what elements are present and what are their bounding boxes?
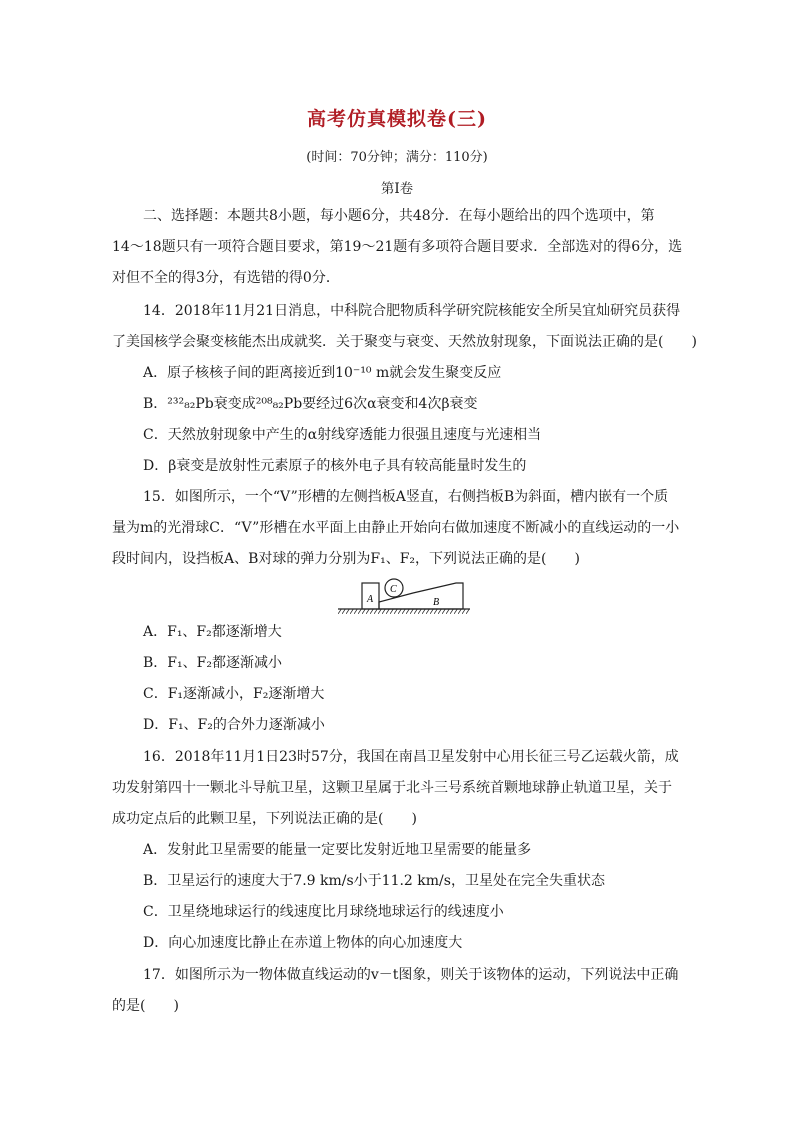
- q14-stem-line-2: 了美国核学会聚变核能杰出成就奖．关于聚变与衰变、天然放射现象，下面说法正确的是( ): [112, 334, 697, 350]
- exam-subtitle: (时间：70分钟；满分：110分): [306, 150, 488, 165]
- q15-option-b: B．F₁、F₂都逐渐减小: [143, 655, 282, 671]
- q16-option-d: D．向心加速度比静止在赤道上物体的向心加速度大: [143, 935, 463, 951]
- q15-option-d: D．F₁、F₂的合外力逐渐减小: [143, 717, 325, 733]
- section-instructions-line-1: 二、选择题：本题共8小题，每小题6分，共48分．在每小题给出的四个选项中，第: [143, 208, 655, 224]
- q14-option-b: B．²³²₈₂Pb衰变成²⁰⁸₈₂Pb要经过6次α衰变和4次β衰变: [143, 396, 478, 412]
- q15-stem-line-2: 量为m的光滑球C．“V”形槽在水平面上由静止开始向右做加速度不断减小的直线运动的一小: [112, 520, 680, 536]
- q17-stem-line-2: 的是( ): [112, 998, 179, 1014]
- section-instructions-line-2: 14～18题只有一项符合题目要求，第19～21题有多项符合题目要求．全部选对的得6分，选: [112, 239, 683, 255]
- exam-title: 高考仿真模拟卷(三): [307, 108, 487, 130]
- label-c: C: [390, 584, 397, 595]
- q16-stem-line-1: 16．2018年11月1日23时57分，我国在南昌卫星发射中心用长征三号乙运载火箭，成: [143, 749, 679, 765]
- q16-option-a: A．发射此卫星需要的能量一定要比发射近地卫星需要的能量多: [143, 842, 532, 858]
- q14-stem-line-1: 14．2018年11月21日消息，中科院合肥物质科学研究院核能安全所吴宜灿研究员获得: [143, 303, 681, 319]
- q14-option-c: C．天然放射现象中产生的α射线穿透能力很强且速度与光速相当: [143, 427, 542, 443]
- section-instructions-line-3: 对但不全的得3分，有选错的得0分．: [112, 270, 340, 286]
- label-b: B: [433, 597, 440, 608]
- q15-stem-line-3: 段时间内，设挡板A、B对球的弹力分别为F₁、F₂，下列说法正确的是( ): [112, 551, 580, 567]
- q14-option-a: A．原子核核子间的距离接近到10⁻¹⁰ m就会发生聚变反应: [143, 365, 502, 381]
- q15-option-c: C．F₁逐渐减小，F₂逐渐增大: [143, 686, 325, 702]
- label-a: A: [367, 594, 374, 605]
- q16-option-b: B．卫星运行的速度大于7.9 km/s小于11.2 km/s，卫星处在完全失重状态: [143, 873, 605, 889]
- q17-stem-line-1: 17．如图所示为一物体做直线运动的v－t图象，则关于该物体的运动，下列说法中正确: [143, 967, 679, 983]
- q15-stem-line-1: 15．如图所示，一个“V”形槽的左侧挡板A竖直，右侧挡板B为斜面，槽内嵌有一个质: [143, 489, 669, 505]
- q15-option-a: A．F₁、F₂都逐渐增大: [143, 624, 282, 640]
- q14-option-d: D．β衰变是放射性元素原子的核外电子具有较高能量时发生的: [143, 458, 527, 474]
- ground-hatch: [338, 609, 470, 614]
- q16-option-c: C．卫星绕地球运行的线速度比月球绕地球运行的线速度小: [143, 904, 504, 920]
- q16-stem-line-2: 功发射第四十一颗北斗导航卫星，这颗卫星属于北斗三号系统首颗地球静止轨道卫星，关于: [112, 780, 672, 796]
- v-groove-figure: [338, 578, 470, 618]
- q16-stem-line-3: 成功定点后的此颗卫星，下列说法正确的是( ): [112, 811, 417, 827]
- part-heading: 第Ⅰ卷: [380, 181, 414, 197]
